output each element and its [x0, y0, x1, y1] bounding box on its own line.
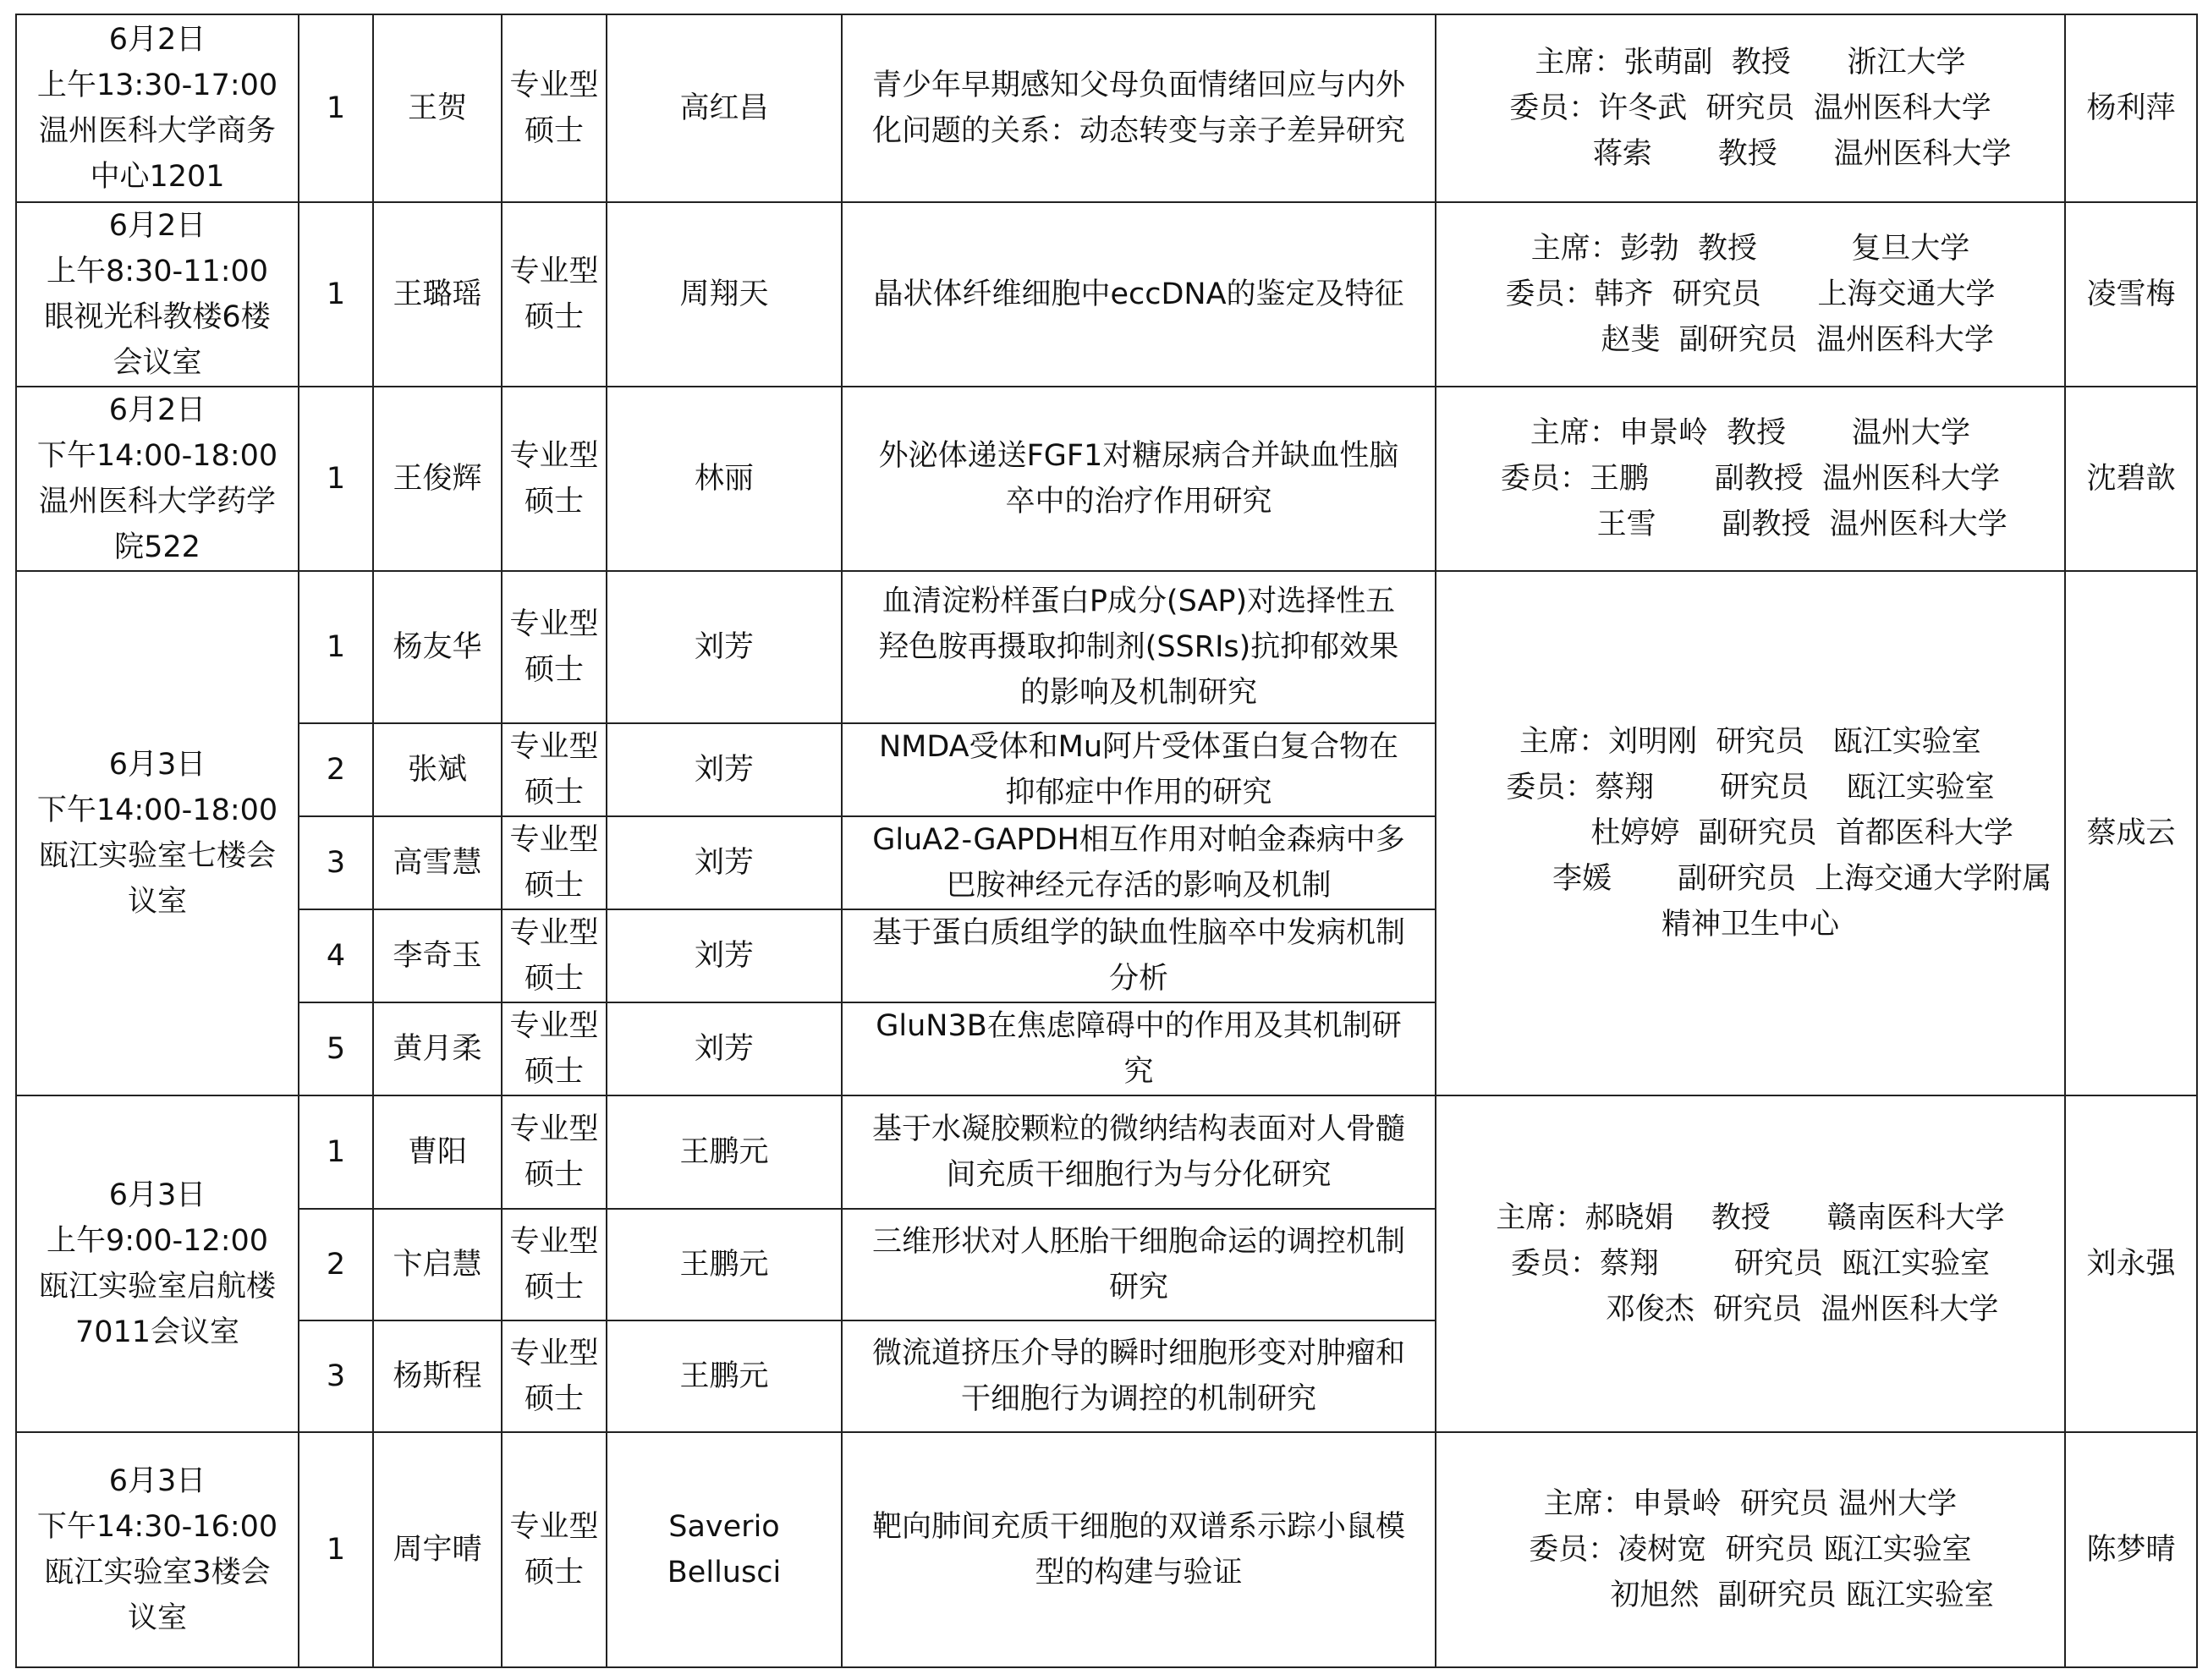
table-row [16, 1432, 2197, 1667]
committee-line: 委员：许冬武 研究员 温州医科大学 [1509, 91, 1991, 125]
committee-line: 初旭然 副研究员 瓯江实验室 [1507, 1578, 1994, 1612]
thesis-topic-line: 巴胺神经元存活的影响及机制 [946, 869, 1332, 903]
advisor-name [607, 14, 842, 202]
thesis-topic-line: 基于水凝胶颗粒的微纳结构表面对人骨髓 [871, 1112, 1405, 1146]
degree-type-line: 硕士 [524, 1158, 584, 1192]
student-number: 4 [299, 909, 373, 1002]
thesis-topic-line: 间充质干细胞行为与分化研究 [946, 1158, 1332, 1192]
thesis-topic [842, 816, 1436, 909]
advisor-name [607, 1432, 842, 1667]
committee-members [1436, 1095, 2065, 1432]
degree-type [502, 1095, 607, 1209]
student-number: 2 [299, 1209, 373, 1320]
advisor-name-line: 刘芳 [694, 753, 754, 787]
table-row [16, 571, 2197, 723]
student-name: 杨斯程 [373, 1320, 502, 1432]
session-time-location-line: 上午8:30-11:00 [46, 255, 269, 288]
advisor-name-line: 周翔天 [679, 277, 769, 311]
thesis-topic-line: 外泌体递送FGF1对糖尿病合并缺血性脑 [878, 439, 1399, 473]
degree-type-line: 硕士 [524, 1382, 584, 1416]
thesis-topic-line: GluA2-GAPDH相互作用对帕金森病中多 [872, 823, 1405, 857]
advisor-name [607, 571, 842, 723]
degree-type-line: 专业型 [509, 916, 599, 950]
student-name: 黄月柔 [373, 1002, 502, 1095]
committee-members [1436, 1432, 2065, 1667]
degree-type-line: 硕士 [524, 776, 584, 810]
student-number: 1 [299, 571, 373, 723]
student-name: 高雪慧 [373, 816, 502, 909]
thesis-topic [842, 1209, 1436, 1320]
committee-line: 主席：彭勃 教授 复旦大学 [1530, 232, 1970, 266]
degree-type [502, 909, 607, 1002]
student-number: 1 [299, 1095, 373, 1209]
advisor-name-line: 王鹏元 [679, 1135, 769, 1169]
thesis-topic-line: 研究 [1108, 1271, 1168, 1304]
degree-type [502, 1209, 607, 1320]
table-row [16, 14, 2197, 202]
session-time-location-line: 议室 [127, 1601, 187, 1635]
session-time-location-line: 议室 [127, 885, 187, 919]
session-time-location [16, 14, 299, 202]
thesis-topic [842, 14, 1436, 202]
degree-type-line: 专业型 [509, 1112, 599, 1146]
thesis-topic-line: 基于蛋白质组学的缺血性脑卒中发病机制 [871, 916, 1405, 950]
advisor-name-line: 林丽 [694, 462, 754, 496]
degree-type [502, 202, 607, 387]
student-number: 1 [299, 387, 373, 571]
student-name: 曹阳 [373, 1095, 502, 1209]
secretary-name: 杨利萍 [2065, 14, 2197, 202]
degree-type-line: 硕士 [524, 653, 584, 687]
degree-type-line: 专业型 [509, 69, 599, 102]
committee-line: 委员：蔡翔 研究员 瓯江实验室 [1510, 1247, 1991, 1281]
student-name: 王俊辉 [373, 387, 502, 571]
student-name: 李奇玉 [373, 909, 502, 1002]
degree-type-line: 硕士 [524, 485, 584, 519]
student-name: 周宇晴 [373, 1432, 502, 1667]
session-time-location-line: 7011会议室 [74, 1315, 240, 1349]
degree-type-line: 硕士 [524, 869, 584, 903]
degree-type-line: 硕士 [524, 1055, 584, 1089]
session-time-location [16, 1095, 299, 1432]
student-number: 3 [299, 816, 373, 909]
advisor-name [607, 816, 842, 909]
thesis-topic [842, 1002, 1436, 1095]
thesis-topic-line: 晶状体纤维细胞中eccDNA的鉴定及特征 [873, 277, 1404, 311]
committee-line: 王雪 副教授 温州医科大学 [1493, 508, 2008, 541]
thesis-topic-line: 型的构建与验证 [1035, 1556, 1243, 1589]
defense-schedule-table [15, 14, 2198, 1668]
degree-type [502, 1432, 607, 1667]
student-name: 张斌 [373, 723, 502, 816]
session-time-location-line: 院522 [114, 530, 200, 564]
committee-line: 委员：王鹏 副教授 温州医科大学 [1500, 462, 2001, 496]
session-time-location [16, 1432, 299, 1667]
session-time-location-line: 6月3日 [108, 1178, 206, 1212]
thesis-topic-line: 究 [1123, 1055, 1154, 1089]
session-time-location-line: 上午13:30-17:00 [36, 69, 278, 102]
thesis-topic-line: 微流道挤压介导的瞬时细胞形变对肿瘤和 [871, 1337, 1405, 1370]
degree-type-line: 专业型 [509, 1225, 599, 1259]
secretary-name: 陈梦晴 [2065, 1432, 2197, 1667]
session-time-location [16, 571, 299, 1095]
advisor-name [607, 1095, 842, 1209]
committee-line: 杜婷婷 副研究员 首都医科大学 [1487, 816, 2013, 850]
committee-line: 主席：刘明刚 研究员 瓯江实验室 [1519, 725, 1981, 759]
degree-type [502, 387, 607, 571]
student-name: 王璐瑶 [373, 202, 502, 387]
session-time-location [16, 387, 299, 571]
advisor-name [607, 909, 842, 1002]
secretary-name: 蔡成云 [2065, 571, 2197, 1095]
advisor-name-line: 王鹏元 [679, 1248, 769, 1282]
degree-type-line: 专业型 [509, 607, 599, 641]
degree-type-line: 专业型 [509, 255, 599, 288]
student-name: 王贺 [373, 14, 502, 202]
session-time-location-line: 下午14:00-18:00 [36, 439, 278, 473]
degree-type-line: 硕士 [524, 300, 584, 334]
thesis-topic-line: 靶向肺间充质干细胞的双谱系示踪小鼠模 [871, 1510, 1405, 1544]
advisor-name [607, 1320, 842, 1432]
session-time-location-line: 下午14:00-18:00 [36, 793, 278, 827]
session-time-location-line: 6月2日 [108, 209, 206, 243]
advisor-name-line: 王鹏元 [679, 1359, 769, 1393]
committee-line: 赵斐 副研究员 温州医科大学 [1507, 323, 1994, 357]
degree-type [502, 816, 607, 909]
degree-type [502, 571, 607, 723]
advisor-name [607, 202, 842, 387]
table-row [16, 387, 2197, 571]
session-time-location-line: 会议室 [113, 346, 202, 380]
advisor-name-line: 刘芳 [694, 1032, 754, 1066]
session-time-location-line: 瓯江实验室3楼会 [44, 1556, 271, 1589]
student-number: 1 [299, 1432, 373, 1667]
committee-line: 主席：申景岭 教授 温州大学 [1530, 416, 1971, 450]
degree-type-line: 专业型 [509, 823, 599, 857]
degree-type-line: 专业型 [509, 1009, 599, 1043]
thesis-topic [842, 723, 1436, 816]
thesis-topic [842, 1432, 1436, 1667]
secretary-name: 凌雪梅 [2065, 202, 2197, 387]
session-time-location-line: 6月3日 [108, 1464, 206, 1498]
session-time-location-line: 眼视光科教楼6楼 [44, 300, 271, 334]
thesis-topic-line: NMDA受体和Mu阿片受体蛋白复合物在 [878, 730, 1399, 764]
session-time-location-line: 瓯江实验室启航楼 [38, 1270, 276, 1304]
thesis-topic-line: 的影响及机制研究 [1019, 676, 1257, 710]
committee-line: 邓俊杰 研究员 温州医科大学 [1502, 1293, 1999, 1326]
session-time-location-line: 温州医科大学药学 [38, 485, 276, 519]
advisor-name [607, 1209, 842, 1320]
thesis-topic [842, 1095, 1436, 1209]
thesis-topic-line: 青少年早期感知父母负面情绪回应与内外 [871, 69, 1405, 102]
advisor-name-line: Bellusci [667, 1556, 782, 1589]
advisor-name-line: Saverio [668, 1510, 780, 1544]
committee-members [1436, 202, 2065, 387]
thesis-topic-line: 干细胞行为调控的机制研究 [960, 1382, 1316, 1416]
degree-type-line: 硕士 [524, 962, 584, 996]
degree-type-line: 专业型 [509, 439, 599, 473]
session-time-location-line: 6月3日 [108, 748, 206, 782]
advisor-name [607, 723, 842, 816]
session-time-location-line: 温州医科大学商务 [38, 114, 276, 148]
committee-line: 蒋索 教授 温州医科大学 [1489, 137, 2012, 171]
secretary-name: 沈碧歆 [2065, 387, 2197, 571]
session-time-location [16, 202, 299, 387]
thesis-topic-line: 羟色胺再摄取抑制剂(SSRIs)抗抑郁效果 [878, 630, 1399, 664]
session-time-location-line: 瓯江实验室七楼会 [38, 839, 276, 873]
thesis-topic-line: 血清淀粉样蛋白P成分(SAP)对选择性五 [882, 585, 1396, 618]
degree-type [502, 723, 607, 816]
thesis-topic-line: 化问题的关系：动态转变与亲子差异研究 [871, 114, 1405, 148]
session-time-location-line: 6月2日 [108, 393, 206, 427]
degree-type-line: 专业型 [509, 1510, 599, 1544]
thesis-topic [842, 202, 1436, 387]
committee-line: 委员：凌树宽 研究员 瓯江实验室 [1529, 1533, 1972, 1567]
thesis-topic [842, 387, 1436, 571]
thesis-topic [842, 571, 1436, 723]
student-number: 3 [299, 1320, 373, 1432]
thesis-topic-line: 卒中的治疗作用研究 [1005, 485, 1272, 519]
degree-type-line: 专业型 [509, 730, 599, 764]
advisor-name-line: 刘芳 [694, 939, 754, 973]
advisor-name [607, 1002, 842, 1095]
thesis-topic-line: 分析 [1108, 962, 1168, 996]
degree-type [502, 1320, 607, 1432]
table-row [16, 202, 2197, 387]
advisor-name-line: 刘芳 [694, 846, 754, 880]
student-number: 5 [299, 1002, 373, 1095]
degree-type-line: 硕士 [524, 1556, 584, 1589]
committee-members [1436, 571, 2065, 1095]
thesis-topic-line: 三维形状对人胚胎干细胞命运的调控机制 [871, 1225, 1405, 1259]
degree-type-line: 硕士 [524, 1271, 584, 1304]
advisor-name [607, 387, 842, 571]
degree-type [502, 14, 607, 202]
student-number: 2 [299, 723, 373, 816]
student-name: 卞启慧 [373, 1209, 502, 1320]
session-time-location-line: 6月2日 [108, 23, 206, 57]
student-number: 1 [299, 14, 373, 202]
advisor-name-line: 刘芳 [694, 630, 754, 664]
committee-line: 主席：郝晓娟 教授 赣南医科大学 [1496, 1201, 2005, 1235]
student-name: 杨友华 [373, 571, 502, 723]
student-number: 1 [299, 202, 373, 387]
advisor-name-line: 高红昌 [679, 91, 769, 125]
session-time-location-line: 上午9:00-12:00 [46, 1224, 269, 1258]
committee-members [1436, 14, 2065, 202]
degree-type [502, 1002, 607, 1095]
degree-type-line: 专业型 [509, 1337, 599, 1370]
thesis-topic-line: GluN3B在焦虑障碍中的作用及其机制研 [876, 1009, 1402, 1043]
thesis-topic-line: 抑郁症中作用的研究 [1005, 776, 1272, 810]
committee-line: 委员：韩齐 研究员 上海交通大学 [1505, 277, 1996, 311]
committee-line: 精神卫生中心 [1661, 908, 1839, 942]
thesis-topic [842, 1320, 1436, 1432]
session-time-location-line: 中心1201 [90, 160, 225, 194]
degree-type-line: 硕士 [524, 114, 584, 148]
session-time-location-line: 下午14:30-16:00 [36, 1510, 278, 1544]
committee-line: 李媛 副研究员 上海交通大学附属 [1448, 862, 2052, 896]
committee-members [1436, 387, 2065, 571]
committee-line: 主席：申景岭 研究员 温州大学 [1543, 1487, 1958, 1521]
table-row [16, 1095, 2197, 1209]
thesis-topic [842, 909, 1436, 1002]
committee-line: 委员：蔡翔 研究员 瓯江实验室 [1506, 771, 1995, 804]
secretary-name: 刘永强 [2065, 1095, 2197, 1432]
committee-line: 主席：张萌副 教授 浙江大学 [1535, 46, 1966, 80]
